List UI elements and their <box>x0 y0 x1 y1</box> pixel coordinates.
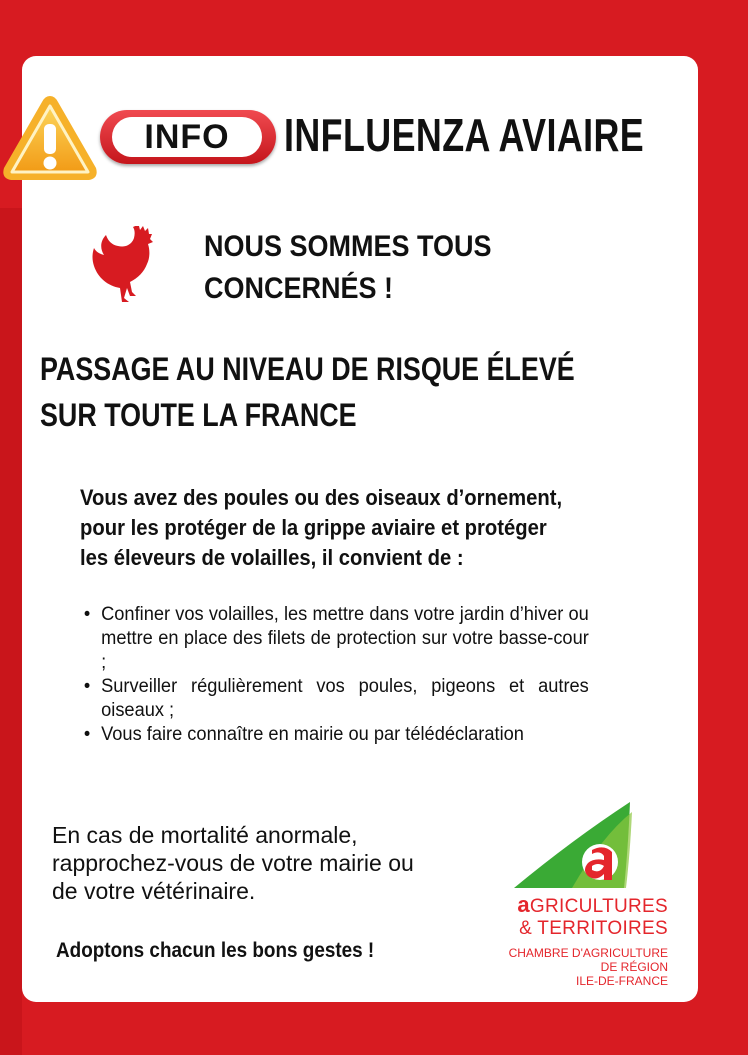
mortality-line-2: rapprochez-vous de votre mairie ou <box>52 850 414 876</box>
advice-list <box>80 603 589 747</box>
concern-heading <box>204 226 600 310</box>
chambre-agriculture-logo <box>512 800 642 892</box>
intro-line-2: pour les protéger de la grippe aviaire et protéger <box>80 515 547 540</box>
advice-item-confine: • Confiner vos volailles, les mettre dans votre jardin d’hiver ou mettre en place des filets de protection sur votre basse-cour ; <box>80 603 589 675</box>
page-title: INFLUENZA AVIAIRE <box>284 109 645 161</box>
concern-line-2: CONCERNÉS ! <box>204 272 394 305</box>
logo-subtitle <box>470 946 668 988</box>
mortality-line-1: En cas de mortalité anormale, <box>52 822 358 848</box>
info-badge <box>112 117 262 157</box>
risk-line-2: SUR TOUTE LA FRANCE <box>40 397 357 433</box>
risk-heading <box>40 346 628 438</box>
left-red-tab <box>0 208 22 1055</box>
hen-icon <box>88 226 156 312</box>
intro-paragraph <box>80 483 641 573</box>
logo-name-line-1 <box>470 894 668 918</box>
logo-sub-line-1: CHAMBRE D'AGRICULTURE <box>508 946 668 960</box>
intro-line-3: les éleveurs de volailles, il convient de : <box>80 545 464 570</box>
advice-item-monitor: • Surveiller régulièrement vos poules, pigeons et autres oiseaux ; <box>80 675 589 723</box>
concern-line-1: NOUS SOMMES TOUS <box>204 230 492 263</box>
risk-line-1: PASSAGE AU NIVEAU DE RISQUE ÉLEVÉ <box>40 351 575 387</box>
mortality-line-3: de votre vétérinaire. <box>52 878 256 904</box>
warning-icon <box>0 92 100 184</box>
logo-sub-line-2: DE RÉGION <box>600 960 668 974</box>
mortality-paragraph <box>52 821 512 905</box>
logo-name <box>470 894 668 940</box>
intro-line-1: Vous avez des poules ou des oiseaux d’ornement, <box>80 485 563 510</box>
logo-name-rest: GRICULTURES <box>529 896 668 917</box>
info-badge-label: INFO <box>144 117 230 156</box>
logo-name-line-2: & TERRITOIRES <box>519 918 668 939</box>
advice-item-declare: • Vous faire connaître en mairie ou par télédéclaration <box>80 723 589 747</box>
logo-initial: a <box>517 892 530 917</box>
logo-sub-line-3: ILE-DE-FRANCE <box>575 974 668 988</box>
closing-slogan: Adoptons chacun les bons gestes ! <box>56 939 375 962</box>
